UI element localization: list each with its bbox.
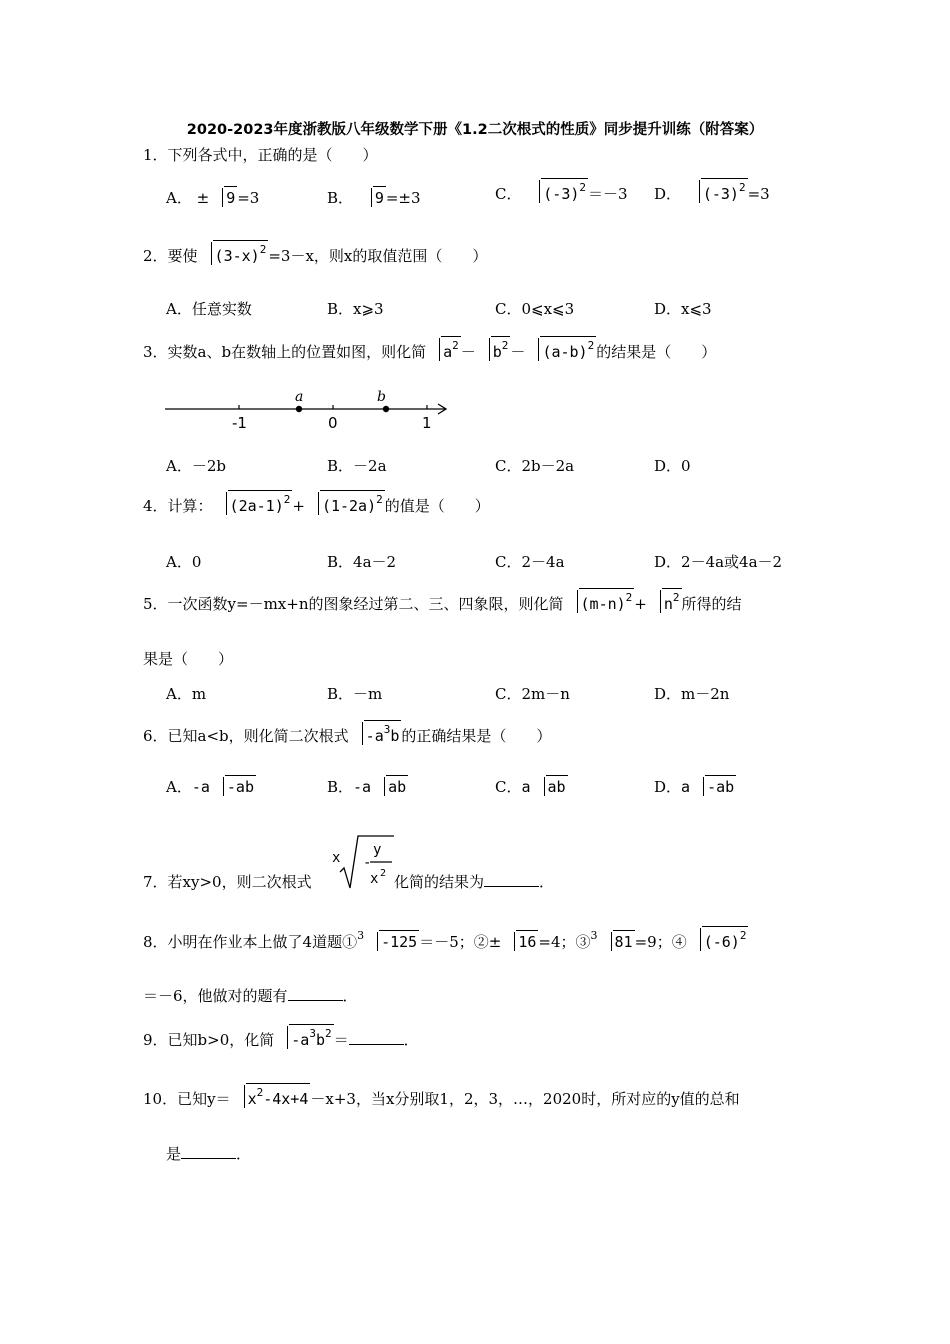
q4-option-b: B．4a－2 (327, 553, 397, 571)
tick-label-0: 0 (328, 414, 338, 432)
question-3-stem: 3．实数a、b在数轴上的位置如图，则化简 $a^2 - b^2 - (a-b)^2$ 的结果是（ ） (143, 336, 716, 362)
q6-option-a: A．-a -ab (166, 775, 256, 797)
question-6-stem: 6．已知a<b，则化简二次根式 $-a^3b$ 的正确结果是（ ） (143, 720, 551, 746)
question-5-stem: 5．一次函数y=－mx+n的图象经过第二、三、四象限，则化简 $(m-n)^2 + n^2$ 所得的结 (143, 588, 742, 614)
question-2-stem: 2．要使 $(3-x)^2 =3-x$，则x的取值范围（ ） (143, 240, 487, 266)
q2-option-d: D．x⩽3 (654, 300, 712, 318)
q2-option-c: C．0⩽x⩽3 (495, 300, 575, 318)
question-8-stem-cont: ＝－6，他做对的题有 ． (143, 987, 358, 1005)
point-b (383, 406, 389, 412)
q4-option-c: C．2－4a (495, 553, 565, 571)
q1-option-d: D． $(-3)^2 =3$ (654, 178, 770, 204)
q3-option-b: B．－2a (327, 457, 387, 475)
q6-option-c: C．a ab (495, 775, 568, 797)
q3-option-c: C．2b－2a (495, 457, 575, 475)
svg-text:2: 2 (380, 868, 387, 879)
q5-option-b: B．－m (327, 685, 383, 703)
q2-option-a: A．任意实数 (166, 300, 252, 318)
question-8-stem: 8．小明在作业本上做了4道题①$^3$ -125 ＝－5；②± 16 =4；③$^3$ 81 =9；④ $(-6)^2$ (143, 926, 748, 952)
q1-option-c: C． $(-3)^2 =-3$ (495, 178, 628, 204)
svg-text:-: - (363, 855, 372, 871)
q7-numerator: y (373, 842, 382, 858)
question-4-stem: 4．计算： $(2a-1)^2 + (1-2a)^2$ 的值是（ ） (143, 490, 490, 516)
question-7-tail: 化简的结果为 ． (394, 873, 555, 891)
tick-label-minus-1: -1 (232, 414, 247, 432)
point-label-a: a (295, 389, 304, 405)
answer-blank-10[interactable] (181, 1158, 236, 1159)
point-a (296, 406, 302, 412)
page-title: 2020-2023年度浙教版八年级数学下册《1.2二次根式的性质》同步提升训练（附答案） (186, 122, 764, 138)
q6-option-d: D．a -ab (654, 775, 736, 797)
q7-coef: x (332, 850, 341, 866)
question-1-stem: 1．下列各式中，正确的是（ ） (143, 146, 378, 164)
question-9-stem: 9．已知b>0，化简 $-a^3b^2$ ＝ ． (143, 1024, 419, 1050)
answer-blank-7[interactable] (484, 886, 539, 887)
answer-blank-9[interactable] (349, 1044, 404, 1045)
question-5-stem-cont: 果是（ ） (143, 650, 234, 668)
question-10-stem-cont: 是 ． (166, 1145, 252, 1163)
number-line (160, 388, 460, 438)
q1-option-a: A． ± 9 =3 (166, 186, 259, 208)
q3-option-d: D．0 (654, 457, 691, 475)
question-10-stem: 10．已知$y= x^2-4x+4 -x+3$，当x分别取1，2，3，…，2020时，所对应的y值的总和 (143, 1083, 740, 1109)
q2-option-b: B．x⩾3 (327, 300, 384, 318)
q5-option-a: A．m (166, 685, 207, 703)
q5-option-d: D．m－2n (654, 685, 730, 703)
q4-option-d: D．2－4a或4a－2 (654, 553, 783, 571)
tick-label-1: 1 (422, 414, 432, 432)
q3-option-a: A．－2b (166, 457, 226, 475)
q7-denominator: x (370, 871, 379, 887)
q4-option-a: A．0 (166, 553, 202, 571)
q7-radical (330, 832, 395, 892)
answer-blank-8[interactable] (288, 1000, 343, 1001)
point-label-b: b (377, 389, 386, 405)
q5-option-c: C．2m－n (495, 685, 570, 703)
q6-option-b: B．-a ab (327, 775, 408, 797)
question-7-stem: 7．若xy>0，则二次根式 (143, 873, 312, 891)
q1-option-b: B． 9 =±3 (327, 186, 421, 208)
